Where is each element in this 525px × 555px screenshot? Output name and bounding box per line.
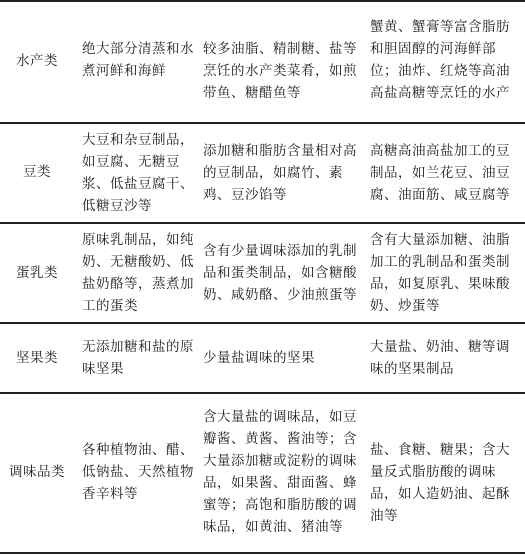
cell-col2: 较多油脂、精制糖、盐等烹饪的水产类菜肴，如煎带鱼、糖醋鱼等 [203,41,357,101]
cell-col2: 含大量盐的调味品，如豆瓣酱、黄酱、酱油等；含大量添加糖或淀粉的调味品，如果酱、甜面酱、蜂蜜等；高饱和脂肪酸的调味品，如黄油、猪油等 [203,409,357,535]
table-row [0,0,525,122]
category-cell: 豆类 [23,164,51,180]
table-row [0,124,525,222]
cell-col1: 原味乳制品，如纯奶、无糖酸奶、低盐奶酪等，蒸煮加工的蛋类 [82,232,194,314]
cell-col2: 含有少量调味添加的乳制品和蛋类制品，如含糖酸奶、咸奶酪、少油煎蛋等 [203,243,357,303]
cell-col1: 无添加糖和盐的原味坚果 [82,339,194,377]
cell-col3: 大量盐、奶油、糖等调味的坚果制品 [370,339,510,377]
cell-col2: 少量盐调味的坚果 [203,350,315,366]
cell-col3: 高糖高油高盐加工的豆制品，如兰花豆、油豆腐、油面筋、咸豆腐等 [370,143,510,203]
table-row [0,224,525,322]
cell-col2: 添加糖和脂肪含量相对高的豆制品，如腐竹、素鸡、豆沙馅等 [203,143,357,203]
cell-col3: 含有大量添加糖、油脂加工的乳制品和蛋类制品，如复原乳、果味酸奶、炒蛋等 [370,232,510,314]
cell-col1: 各种植物油、醋、低钠盐、天然植物香辛料等 [82,442,194,502]
table-row [0,324,525,392]
category-cell: 调味品类 [9,464,65,480]
cell-col1: 绝大部分清蒸和水煮河鲜和海鲜 [82,41,194,79]
cell-col3: 盐、食糖、糖果；含大量反式脂肪酸的调味品，如人造奶油、起酥油等 [370,442,510,524]
category-cell: 坚果类 [16,350,58,366]
cell-col1: 大豆和杂豆制品，如豆腐、无糖豆浆、低盐豆腐干、低糖豆沙等 [82,132,194,214]
category-cell: 水产类 [16,53,58,69]
category-cell: 蛋乳类 [16,265,58,281]
cell-col3: 蟹黄、蟹膏等富含脂肪和胆固醇的河海鲜部位；油炸、红烧等高油高盐高糖等烹饪的水产 [370,19,510,101]
row-divider [0,552,525,554]
table-row [0,394,525,552]
